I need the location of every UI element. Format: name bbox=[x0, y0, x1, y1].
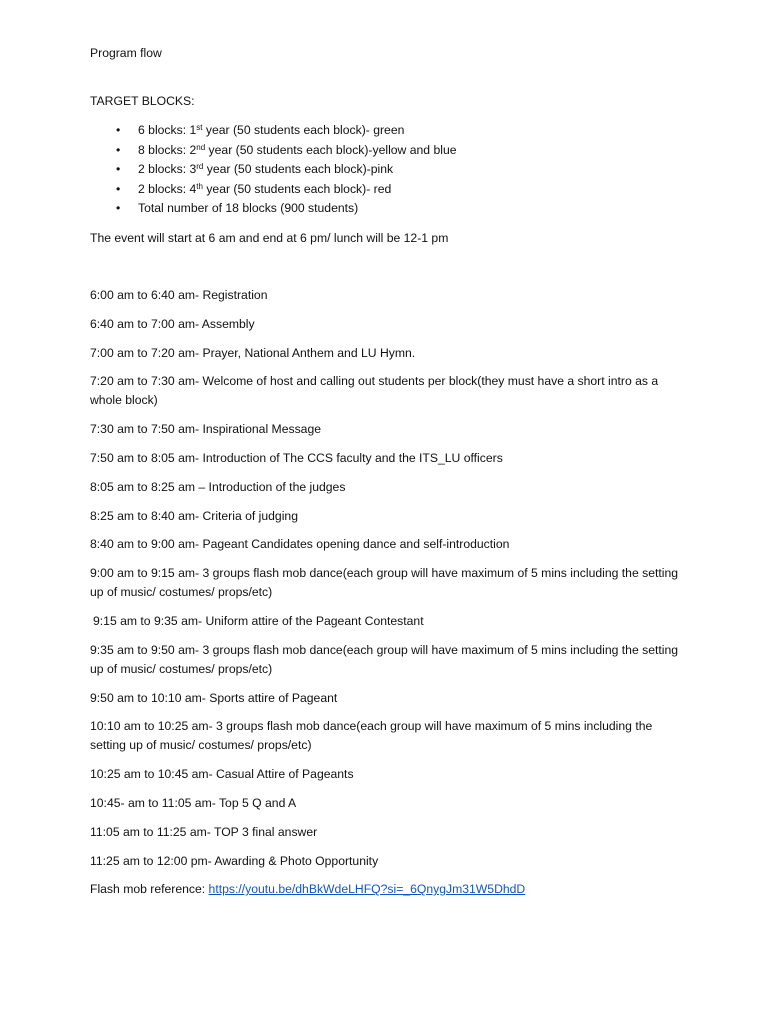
target-blocks-list bbox=[90, 121, 690, 219]
flash-mob-label: Flash mob reference: bbox=[90, 882, 209, 897]
schedule-item: 7:30 am to 7:50 am- Inspirational Message bbox=[90, 422, 322, 437]
event-info: The event will start at 6 am and end at 6 pm/ lunch will be 12-1 pm bbox=[90, 230, 449, 245]
schedule-item: 9:00 am to 9:15 am- 3 groups flash mob dance(each group will have maximum of 5 mins including the setting up of music/ costumes/ props/etc) bbox=[90, 566, 679, 600]
schedule-list bbox=[90, 286, 690, 871]
schedule-item: 8:05 am to 8:25 am – Introduction of the judges bbox=[90, 479, 346, 494]
schedule-item: 6:40 am to 7:00 am- Assembly bbox=[90, 316, 255, 331]
list-item: • Total number of 18 blocks (900 students) bbox=[90, 199, 690, 219]
schedule-item: 11:05 am to 11:25 am- TOP 3 final answer bbox=[90, 824, 318, 839]
schedule-item: 7:20 am to 7:30 am- Welcome of host and calling out students per block(they must have a short intro as a whole block) bbox=[90, 374, 659, 408]
schedule-item: 7:50 am to 8:05 am- Introduction of The CCS faculty and the ITS_LU officers bbox=[90, 450, 503, 465]
document-page bbox=[90, 44, 690, 899]
schedule-item: 10:25 am to 10:45 am- Casual Attire of Pageants bbox=[90, 767, 354, 782]
schedule-item: 9:15 am to 9:35 am- Uniform attire of the Pageant Contestant bbox=[93, 613, 424, 628]
schedule-item: 10:10 am to 10:25 am- 3 groups flash mob dance(each group will have maximum of 5 mins including the setting up of music/ costumes/ props/etc) bbox=[90, 719, 653, 753]
schedule-item: 8:40 am to 9:00 am- Pageant Candidates opening dance and self-introduction bbox=[90, 537, 510, 552]
document-title: Program flow bbox=[90, 46, 162, 60]
flash-mob-reference bbox=[90, 880, 690, 899]
bullet-icon: • bbox=[116, 201, 121, 216]
bullet-icon: • bbox=[116, 123, 121, 137]
list-item: • 6 blocks: 1st year (50 students each block)- green bbox=[90, 121, 690, 141]
schedule-item: 10:45- am to 11:05 am- Top 5 Q and A bbox=[90, 795, 297, 810]
list-item: • 2 blocks: 4th year (50 students each block)- red bbox=[90, 180, 690, 200]
target-blocks-heading: TARGET BLOCKS: bbox=[90, 94, 195, 108]
schedule-item: 7:00 am to 7:20 am- Prayer, National Anthem and LU Hymn. bbox=[90, 345, 416, 360]
schedule-item: 6:00 am to 6:40 am- Registration bbox=[90, 287, 268, 302]
list-item: • 2 blocks: 3rd year (50 students each block)-pink bbox=[90, 160, 690, 180]
list-item: • 8 blocks: 2nd year (50 students each block)-yellow and blue bbox=[90, 141, 690, 161]
schedule-item: 8:25 am to 8:40 am- Criteria of judging bbox=[90, 508, 298, 523]
bullet-icon: • bbox=[116, 162, 121, 177]
bullet-icon: • bbox=[116, 142, 121, 157]
bullet-icon: • bbox=[116, 181, 121, 196]
schedule-item: 11:25 am to 12:00 pm- Awarding & Photo Opportunity bbox=[90, 853, 379, 868]
flash-mob-link[interactable]: https://youtu.be/dhBkWdeLHFQ?si=_6QnygJm31W5DhdD bbox=[208, 882, 526, 897]
schedule-item: 9:35 am to 9:50 am- 3 groups flash mob dance(each group will have maximum of 5 mins including the setting up of music/ costumes/ props/etc) bbox=[90, 642, 679, 676]
schedule-item: 9:50 am to 10:10 am- Sports attire of Pageant bbox=[90, 690, 338, 705]
